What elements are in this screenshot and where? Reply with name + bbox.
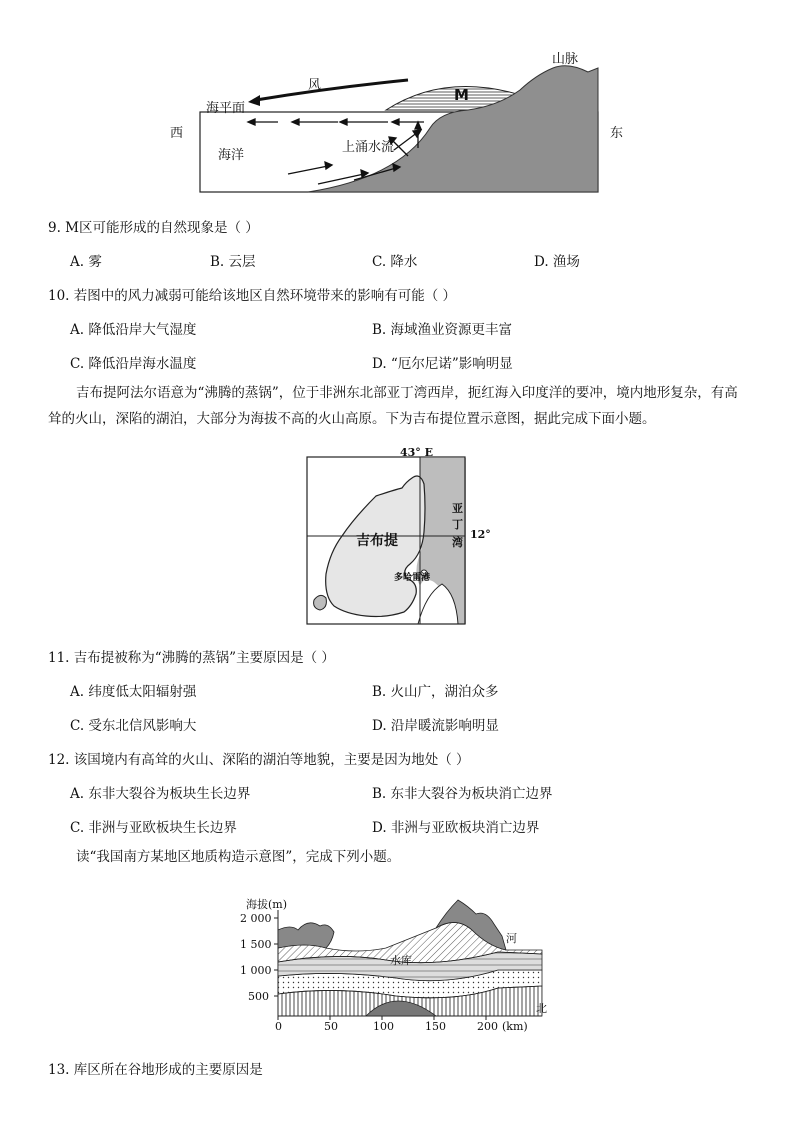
q12-option-a[interactable]: A. 东非大裂谷为板块生长边界 bbox=[70, 786, 251, 802]
q10-option-b[interactable]: B. 海域渔业资源更丰富 bbox=[372, 322, 513, 338]
ridge-west bbox=[278, 923, 334, 948]
q9-option-a[interactable]: A. 雾 bbox=[70, 254, 102, 270]
country-label: 吉布提 bbox=[356, 533, 398, 549]
m-label: M bbox=[454, 86, 469, 104]
xtick-150: 150 bbox=[425, 1020, 446, 1033]
north-label: 北 bbox=[536, 1002, 547, 1015]
y-axis-label: 海拔(m) bbox=[246, 898, 288, 911]
wind-arrow bbox=[256, 80, 408, 100]
question-12-stem: 12. 该国境内有高耸的火山、深陷的湖泊等地貌，主要是因为地处（ ） bbox=[48, 752, 470, 768]
q11-option-c[interactable]: C. 受东北信风影响大 bbox=[70, 718, 197, 734]
q11-option-b[interactable]: B. 火山广，湖泊众多 bbox=[372, 684, 499, 700]
q9-option-c[interactable]: C. 降水 bbox=[372, 254, 418, 270]
geology-section bbox=[236, 890, 556, 1040]
y-ticks bbox=[274, 918, 278, 996]
question-11-stem: 11. 吉布提被称为“沸腾的蒸锅”主要原因是（ ） bbox=[48, 650, 335, 666]
q9-option-d[interactable]: D. 渔场 bbox=[534, 254, 580, 270]
ytick-500: 500 bbox=[248, 990, 269, 1003]
ocean-label: 海洋 bbox=[218, 148, 245, 163]
q12-option-c[interactable]: C. 非洲与亚欧板块生长边界 bbox=[70, 820, 237, 836]
question-13-stem: 13. 库区所在谷地形成的主要原因是 bbox=[48, 1062, 263, 1078]
west-label: 西 bbox=[170, 126, 184, 141]
east-label: 东 bbox=[610, 126, 624, 141]
lake-blob bbox=[314, 595, 327, 610]
xtick-0: 0 bbox=[275, 1020, 282, 1033]
reservoir-label: 水库 bbox=[390, 954, 412, 967]
upwelling-diagram bbox=[168, 40, 628, 200]
ytick-1500: 1 500 bbox=[240, 938, 272, 951]
xtick-200: 200 bbox=[477, 1020, 498, 1033]
longitude-label: 43° E bbox=[400, 446, 434, 459]
q11-option-d[interactable]: D. 沿岸暖流影响明显 bbox=[372, 718, 499, 734]
question-9-stem: 9. M区可能形成的自然现象是（ ） bbox=[48, 220, 259, 236]
gulf-label-1: 亚 bbox=[452, 502, 463, 515]
q10-option-a[interactable]: A. 降低沿岸大气湿度 bbox=[70, 322, 197, 338]
q12-option-d[interactable]: D. 非洲与亚欧板块消亡边界 bbox=[372, 820, 540, 836]
upwelling-label: 上涌水流 bbox=[342, 140, 395, 155]
djibouti-passage: 吉布提阿法尔语意为“沸腾的蒸锅”，位于非洲东北部亚丁湾西岸，扼红海入印度洋的要冲，境内地形复杂，有高耸的火山，深陷的湖泊，大部分为海拔不高的火山高原。下为吉布提位置示意图，据此完成下面小题。 bbox=[48, 385, 738, 427]
q9-option-b[interactable]: B. 云层 bbox=[210, 254, 256, 270]
q10-option-c[interactable]: C. 降低沿岸海水温度 bbox=[70, 356, 197, 372]
question-10-stem: 10. 若图中的风力减弱可能给该地区自然环境带来的影响有可能（ ） bbox=[48, 288, 457, 304]
geology-passage: 读“我国南方某地区地质构造示意图”，完成下列小题。 bbox=[76, 849, 401, 865]
ytick-1000: 1 000 bbox=[240, 964, 272, 977]
gulf-label-2: 丁 bbox=[452, 518, 463, 531]
ytick-2000: 2 000 bbox=[240, 912, 272, 925]
gulf-label-3: 湾 bbox=[452, 536, 463, 549]
sea-level-label: 海平面 bbox=[206, 101, 246, 116]
xtick-100: 100 bbox=[373, 1020, 394, 1033]
mountain-label: 山脉 bbox=[552, 52, 579, 67]
latitude-label: 12° bbox=[470, 528, 491, 541]
djibouti-map bbox=[306, 448, 506, 630]
xtick-50: 50 bbox=[324, 1020, 338, 1033]
city-label: 多哈雷港 bbox=[394, 573, 431, 583]
x-unit-label: (km) bbox=[502, 1020, 528, 1033]
wind-label: 风 bbox=[308, 78, 322, 93]
river-label: 河 bbox=[506, 932, 517, 945]
q12-option-b[interactable]: B. 东非大裂谷为板块消亡边界 bbox=[372, 786, 553, 802]
q10-option-d[interactable]: D. “厄尔尼诺”影响明显 bbox=[372, 356, 513, 372]
q11-option-a[interactable]: A. 纬度低太阳辐射强 bbox=[70, 684, 197, 700]
